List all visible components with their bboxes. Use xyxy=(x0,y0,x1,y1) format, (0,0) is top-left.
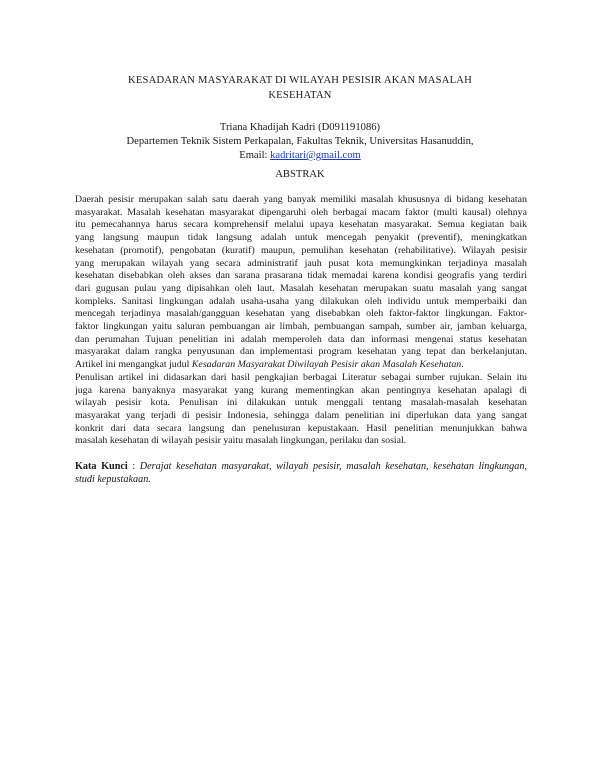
abstract-line: juga karena banyaknya masyarakat yang kurang mementingkan akan pentingnya kesehatan apalagi di xyxy=(75,384,527,396)
abstract-line: kesehatan disebabkan oleh akses dan sarana prasarana tidak memadai karena kondisi geografis yang terdiri xyxy=(75,270,527,282)
abstract-body xyxy=(75,194,527,448)
email-label: Email: xyxy=(239,150,271,161)
abstract-heading: ABSTRAK xyxy=(275,169,325,180)
abstract-line: Penulisan artikel ini didasarkan dari hasil pengkajian berbagai Literatur sebagai sumber rujukan. Selain itu xyxy=(75,371,527,383)
abstract-line: kompleks. Sanitasi lingkungan adalah usaha-usaha yang dilakukan oleh individu untuk memperbaiki dan xyxy=(75,295,527,307)
abstract-line: yang merupakan wilayah yang secara administratif jauh pusat kota memungkinkan terjadinya masalah xyxy=(75,257,527,269)
abstract-line: Daerah pesisir merupakan salah satu daerah yang banyak memiliki masalah khususnya di bidang kesehatan xyxy=(75,194,527,205)
paper-title xyxy=(100,73,500,103)
keywords-line-2: studi kepustakaan. xyxy=(75,474,151,485)
email-link[interactable]: kadritari@gmail.com xyxy=(270,150,361,161)
abstract-line: faktor lingkungan yaitu saluran pembuangan air limbah, pembuangan sampah, sumber air, jamban keluarga, xyxy=(75,321,527,333)
abstract-line: yang langsung maupun tidak langsung adalah untuk mencegah penyakit (preventif), meningkatkan xyxy=(75,232,527,244)
abstract-line: mencegah terjadinya masalah/gangguan kesehatan yang disebabkan oleh faktor-faktor lingkungan. Faktor- xyxy=(75,308,527,320)
keywords-label: Kata Kunci xyxy=(75,461,128,472)
author-email-line xyxy=(60,149,540,163)
abstract-line: masalah kesehatan di wilayah pesisir yaitu masalah lingkungan, perilaku dan sosial. xyxy=(75,435,407,447)
abstract-line: itu pemecahannya harus secara komprehensif melalui upaya kesehatan masyarakat. Semua kegiatan baik xyxy=(75,219,527,231)
artikel-title: Kesadaran Masyarakat Diwilayah Pesisir akan Masalah Kesehatan xyxy=(191,359,462,371)
abstract-line: kesehatan (promotif), pengobatan (kuratif) maupun, pemulihan kesehatan (rehabilitative). Wilayah pesisir xyxy=(75,244,527,256)
keywords-text: Derajat kesehatan masyarakat, wilayah pesisir, masalah kesehatan, kesehatan lingkungan, xyxy=(139,461,527,472)
abstract-line: dan perumahan Tujuan penelitian ini adalah memperoleh data dan informasi mengenai status kesehatan xyxy=(75,333,527,345)
abstract-line: wilayah pesisir kota. Penulisan ini dilakukan untuk menggali tentang masalah-masalah kesehatan xyxy=(75,397,527,409)
abstract-line: masyarakat yang terjadi di pesisir Indonesia, sehingga dalam penelitian ini diperlukan data yang sangat xyxy=(75,409,527,421)
abstract-artikel-line xyxy=(75,359,527,372)
abstract-line: masyarakat dalam rangka penyusunan dan implementasi program kesehatan yang tepat dan berkelanjutan. xyxy=(75,346,527,358)
title-line-2: KESEHATAN xyxy=(268,90,332,101)
abstract-line: masyarakat. Masalah kesehatan masyarakat dipengaruhi oleh berbagai macam faktor (multi kausal) olehnya xyxy=(75,206,527,218)
artikel-prefix: Artikel ini mengangkat judul xyxy=(75,359,192,371)
keywords-block xyxy=(75,460,527,486)
abstract-line: dari gugusan pulau yang dipisahkan oleh laut. Masalah kesehatan merupakan suatu masalah yang sangat xyxy=(75,282,527,294)
artikel-suffix: . xyxy=(461,359,464,371)
keywords-line-1 xyxy=(75,460,527,473)
author-name: Triana Khadijah Kadri (D091191086) xyxy=(219,122,381,133)
abstract-line: konkrit dari data secara langsung dan penelusuran kepustakaan. Hasil penelitian menunjukkan bahwa xyxy=(75,422,527,434)
author-block xyxy=(60,121,540,163)
title-line-1: KESADARAN MASYARAKAT DI WILAYAH PESISIR AKAN MASALAH xyxy=(128,75,472,86)
keywords-separator: : xyxy=(127,461,140,472)
author-affiliation: Departemen Teknik Sistem Perkapalan, Fakultas Teknik, Universitas Hasanuddin, xyxy=(126,136,474,147)
